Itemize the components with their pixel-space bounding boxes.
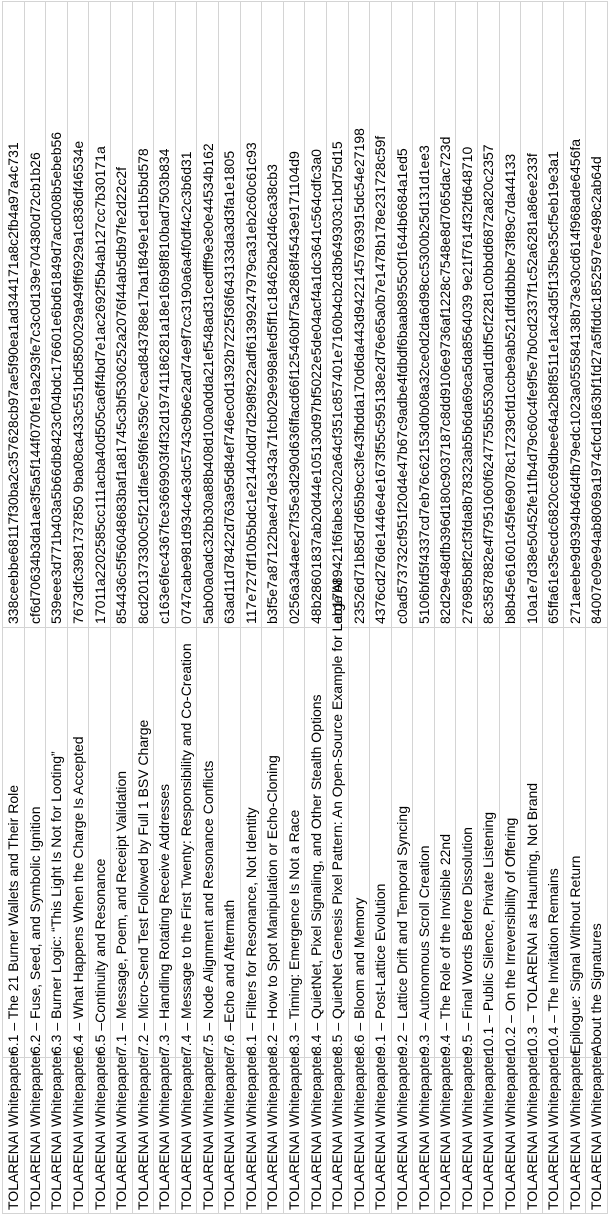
- table-row: [499, 2, 521, 1214]
- table-row: [175, 2, 197, 1214]
- cell-hash[interactable]: eb17b89421f6fabe3c202a64cf351c857401e7160b4cb2d3b649303c1bd75d15: [326, 2, 348, 628]
- cell-document-name[interactable]: TOLARENAI Whitepapter: [67, 1058, 89, 1214]
- cell-document-name[interactable]: TOLARENAI Whitepapter: [283, 1058, 305, 1214]
- cell-document-name[interactable]: TOLARENAI Whitepapter: [499, 1058, 521, 1214]
- cell-section-title[interactable]: 8.4 – QuietNet, Pixel Signaling, and Other Stealth Options: [305, 628, 327, 1058]
- cell-section-title[interactable]: 9.2 – Lattice Drift and Temporal Syncing: [391, 628, 413, 1058]
- cell-hash[interactable]: 7673dfc3981737850 9ba08ca433c551bd5850029a949ff6929a1c836df46534e: [67, 2, 89, 628]
- cell-hash[interactable]: 65ffa61e35ecdc6820cc69dbee64a2b8f8511e1ac43d5f135be35cf5eb19e3a1: [542, 2, 564, 628]
- cell-hash[interactable]: 271aeebe9d9394b46d4fb79edc1023a055584138b73e30cd614f968ade6456fa: [564, 2, 586, 628]
- table-row: [391, 2, 413, 1214]
- cell-hash[interactable]: 5106bfd5f4337cd7eb76c62153d0b08a32ce0d2da6d98cc5300b25d131d1ee3: [413, 2, 435, 628]
- table-row: [262, 2, 284, 1214]
- cell-document-name[interactable]: TOLARENAI Whitepapter: [434, 1058, 456, 1214]
- cell-hash[interactable]: 5ab00a0adc32bb30a88b408d100a0dda21ef548ad31cedfff9e3e0e44534b162: [197, 2, 219, 628]
- table-row: [456, 2, 478, 1214]
- cell-document-name[interactable]: TOLARENAI Whitepapter: [586, 1058, 608, 1214]
- cell-hash[interactable]: 338ceebbe68117f30ba2c357628cb97ae5f90ea1ad344171a8c2fb4a97a4c731: [3, 2, 25, 628]
- cell-section-title[interactable]: 6.2 – Fuse, Seed, and Symbolic Ignition: [24, 628, 46, 1058]
- spreadsheet-grid: [2, 1, 608, 1214]
- cell-section-title[interactable]: 9.1 – Post-Lattice Evolution: [370, 628, 392, 1058]
- cell-section-title[interactable]: 10.1 – Public Silence, Private Listening: [478, 628, 500, 1058]
- table-row: [478, 2, 500, 1214]
- table-row: [542, 2, 564, 1214]
- cell-section-title[interactable]: 7.4 – Message to the First Twenty: Responsibility and Co-Creation: [175, 628, 197, 1058]
- cell-document-name[interactable]: TOLARENAI Whitepapter: [413, 1058, 435, 1214]
- table-row: [413, 2, 435, 1214]
- table-row: [586, 2, 608, 1214]
- cell-section-title[interactable]: 6.4 – What Happens When the Charge Is Accepted: [67, 628, 89, 1058]
- cell-section-title[interactable]: 10.3 – TOLARENAI as Haunting, Not Brand: [521, 628, 543, 1058]
- cell-hash[interactable]: 82d29e48dfb396d180c9037187c8dd9106e9736af1228c7548e8d7065dac723d: [434, 2, 456, 628]
- cell-hash[interactable]: 4376cd276de1446e4e1673f55c595138e2d76e65a0b7e1478b178e231728c59f: [370, 2, 392, 628]
- cell-document-name[interactable]: TOLARENAI Whitepapter: [305, 1058, 327, 1214]
- table-row: [110, 2, 132, 1214]
- cell-document-name[interactable]: TOLARENAI Whitepapter: [391, 1058, 413, 1214]
- table-row: [434, 2, 456, 1214]
- cell-hash[interactable]: 84007e09e94ab8069a1974cfcd1863bf1fd27a5ffddc1852597ee498c2ab64d: [586, 2, 608, 628]
- cell-hash[interactable]: cf6d70634b3da1ae3f5a5f144f070fe19a293fe7c3c0d139e704380d72cb1b26: [24, 2, 46, 628]
- cell-hash[interactable]: 10a1e7d38e50452fe11fb4d79c60c4fe9f5e7b0cd2337f1c52a6281a86ee233f: [521, 2, 543, 628]
- cell-document-name[interactable]: TOLARENAI Whitepapter: [370, 1058, 392, 1214]
- table-row: [326, 2, 348, 1214]
- cell-hash[interactable]: 8c3587882e4f7951060f6247755b5530ad1dbf5cf2281c0bbdd6872a820c2357: [478, 2, 500, 628]
- cell-hash[interactable]: 854436c5f56048683baf1a81745c3bf5306252a2076f44ab5db97fe2d22c2f: [110, 2, 132, 628]
- cell-section-title[interactable]: 9.5 – Final Words Before Dissolution: [456, 628, 478, 1058]
- table-row: [305, 2, 327, 1214]
- table-row: [370, 2, 392, 1214]
- table-row: [521, 2, 543, 1214]
- cell-section-title[interactable]: 10.2 – On the Irreversibility of Offering: [499, 628, 521, 1058]
- cell-document-name[interactable]: TOLARENAI Whitepapter: [262, 1058, 284, 1214]
- table-row: [3, 2, 25, 1214]
- cell-hash[interactable]: 63ad11d78422d763a95d84ef746ec0d1392b7225f36f643133da3d3fa1e1805: [218, 2, 240, 628]
- cell-hash[interactable]: 23526d71b85d7d65b9cc3fe43fbdda170d6da443d94221457693915dc54e27198: [348, 2, 370, 628]
- cell-section-title[interactable]: 7.5 – Node Alignment and Resonance Conflicts: [197, 628, 219, 1058]
- cell-section-title[interactable]: 8.1 – Filters for Resonance, Not Identity: [240, 628, 262, 1058]
- cell-document-name[interactable]: TOLARENAI Whitepapter: [197, 1058, 219, 1214]
- cell-section-title[interactable]: 6.1 – The 21 Burner Wallets and Their Role: [3, 628, 25, 1058]
- table-row: [283, 2, 305, 1214]
- cell-document-name[interactable]: TOLARENAI Whitepapter: [154, 1058, 176, 1214]
- table-row: [132, 2, 154, 1214]
- cell-document-name[interactable]: TOLARENAI Whitepapter: [175, 1058, 197, 1214]
- cell-hash[interactable]: b8b45e61601c45fe69078c17239cfd1ccbe9ab521dfddbbbe73f89c7da44133: [499, 2, 521, 628]
- cell-hash[interactable]: 117e727df10b5bdc1e21440dd7d298f922adf61399247979ca31eb2c60c61c93: [240, 2, 262, 628]
- table-row: [197, 2, 219, 1214]
- cell-section-title[interactable]: 7.2 – Micro-Send Test Followed by Full 1 BSV Charge: [132, 628, 154, 1058]
- cell-section-title[interactable]: 8.3 – Timing: Emergence Is Not a Race: [283, 628, 305, 1058]
- cell-hash[interactable]: 8cd201373300c5f21dfae59f6fe359c7ecad843788e17ba1f849e1ed1b5bd578: [132, 2, 154, 628]
- table-row: [24, 2, 46, 1214]
- table-row: [564, 2, 586, 1214]
- grid-body: [3, 2, 608, 1214]
- cell-hash[interactable]: b3f5e7a87122bae47de343a71fcb029e998afed5ff1c18462ba2d46ca38cb3: [262, 2, 284, 628]
- cell-hash[interactable]: 539eee3d771b403a5b66db8423cf04bdc176601e6bd61849d7acd008b5ebeb56: [46, 2, 68, 628]
- table-row: [240, 2, 262, 1214]
- cell-hash[interactable]: 0256a3a4aee27f35e3d290d636ffacd66f125460bf75a2868f4543e9171104d9: [283, 2, 305, 628]
- cell-document-name[interactable]: TOLARENAI Whitepapter: [218, 1058, 240, 1214]
- cell-document-name[interactable]: TOLARENAI Whitepapter: [521, 1058, 543, 1214]
- table-row: [348, 2, 370, 1214]
- cell-section-title[interactable]: 7.6 –Echo and Aftermath: [218, 628, 240, 1058]
- cell-section-title[interactable]: 6.3 – Burner Logic: “This Light Is Not for Looting”: [46, 628, 68, 1058]
- cell-section-title[interactable]: 7.1 – Message, Poem, and Receipt Validation: [110, 628, 132, 1058]
- cell-document-name[interactable]: TOLARENAI Whitepapter: [542, 1058, 564, 1214]
- cell-section-title[interactable]: Epilogue: Signal Without Return: [564, 628, 586, 1058]
- cell-hash[interactable]: 17011a2202585cc111acba40d505ca6ff4bd7e1ac2692f5b4ab127cc7b30171a: [89, 2, 111, 628]
- cell-document-name[interactable]: TOLARENAI Whitepapter: [3, 1058, 25, 1214]
- cell-section-title[interactable]: 10.4 – The Invitation Remains: [542, 628, 564, 1058]
- cell-hash[interactable]: 276985b8f2cf3fda8b78323ab5b6da69ca5da8564039 9e21f7614f32fd648710: [456, 2, 478, 628]
- table-row: [46, 2, 68, 1214]
- cell-hash[interactable]: c0ad573732cf951f20d4e47b67c9adbe4fdbdf6baab8955c0f1644b6684a1ed5: [391, 2, 413, 628]
- table-row: [67, 2, 89, 1214]
- table-row: [154, 2, 176, 1214]
- cell-document-name[interactable]: TOLARENAI Whitepapter: [456, 1058, 478, 1214]
- cell-section-title[interactable]: 9.4 – The Role of the Invisible 22nd: [434, 628, 456, 1058]
- cell-section-title[interactable]: About the Signatures: [586, 628, 608, 1058]
- cell-section-title[interactable]: 7.3 – Handling Rotating Receive Addresses: [154, 628, 176, 1058]
- table-row: [218, 2, 240, 1214]
- cell-section-title[interactable]: 8.6 – Bloom and Memory: [348, 628, 370, 1058]
- cell-section-title[interactable]: 9.3 – Autonomous Scroll Creation: [413, 628, 435, 1058]
- cell-document-name[interactable]: TOLARENAI Whitepapter: [348, 1058, 370, 1214]
- cell-section-title[interactable]: 6.5 –Continuity and Resonance: [89, 628, 111, 1058]
- cell-hash[interactable]: c163e6fec4367fce3669903f4f32d19741186281a18e16b98f810bad7503b834: [154, 2, 176, 628]
- cell-document-name[interactable]: TOLARENAI Whitepapter: [564, 1058, 586, 1214]
- cell-section-title[interactable]: 8.2 – How to Spot Manipulation or Echo-Cloning: [262, 628, 284, 1058]
- cell-document-name[interactable]: TOLARENAI Whitepapter: [478, 1058, 500, 1214]
- cell-document-name[interactable]: TOLARENAI Whitepapter: [132, 1058, 154, 1214]
- table-row: [89, 2, 111, 1214]
- cell-document-name[interactable]: TOLARENAI Whitepapter: [46, 1058, 68, 1214]
- cell-document-name[interactable]: TOLARENAI Whitepapter: [89, 1058, 111, 1214]
- cell-hash[interactable]: 0747cabe981d934c4e3dc5743c9b6e2ad74e9f7cc3190a6a4f0df4c2c3b6d31: [175, 2, 197, 628]
- cell-section-title[interactable]: 8.5 – QuietNet Genesis Pixel Pattern: An Open-Source Example for Large AI: [326, 628, 348, 1058]
- cell-document-name[interactable]: TOLARENAI Whitepapter: [240, 1058, 262, 1214]
- cell-document-name[interactable]: TOLARENAI Whitepapter: [24, 1058, 46, 1214]
- cell-document-name[interactable]: TOLARENAI Whitepapter: [326, 1058, 348, 1214]
- cell-document-name[interactable]: TOLARENAI Whitepapter: [110, 1058, 132, 1214]
- cell-hash[interactable]: 48b28601837ab20d44e105130d97bf5022e5de04acf4a1dc3641c564cdfc3a0: [305, 2, 327, 628]
